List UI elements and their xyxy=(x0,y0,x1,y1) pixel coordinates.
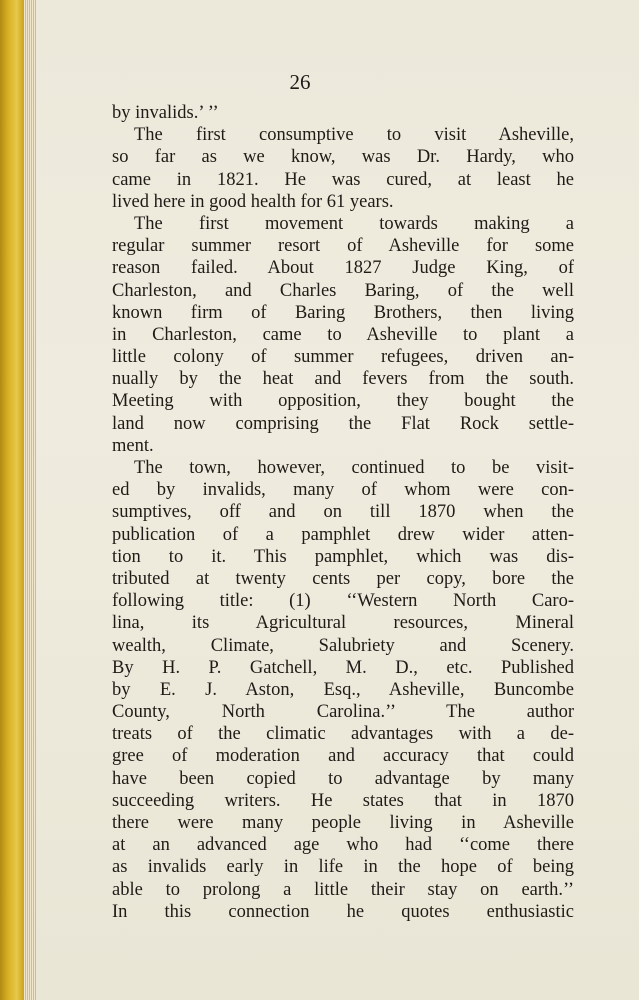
text-line: sumptives, off and on till 1870 when the xyxy=(112,502,574,523)
text-line: lina, its Agricultural resources, Mineral xyxy=(112,613,574,634)
text-line: tion to it. This pamphlet, which was dis- xyxy=(112,546,574,567)
text-line: The first movement towards making a xyxy=(134,213,574,234)
text-line: The town, however, continued to be visit- xyxy=(134,458,574,478)
text-line: The first consumptive to visit Asheville, xyxy=(134,125,574,146)
text-line: as invalids early in life in the hope of being xyxy=(112,857,574,878)
text-line: By H. P. Gatchell, M. D., etc. Published xyxy=(112,657,574,678)
text-line: known firm of Baring Brothers, then living xyxy=(112,302,574,323)
text-line: reason failed. About 1827 Judge King, of xyxy=(112,258,574,279)
text-line: gree of moderation and accuracy that could xyxy=(112,746,574,767)
text-line: in Charleston, came to Asheville to plant a xyxy=(112,324,574,345)
text-line: able to prolong a little their stay on earth.’’ xyxy=(112,879,574,900)
body-text xyxy=(112,102,574,923)
text-line: County, North Carolina.’’ The author xyxy=(112,702,574,723)
text-line: ed by invalids, many of whom were con- xyxy=(112,480,574,501)
text-line: publication of a pamphlet drew wider atten- xyxy=(112,524,574,545)
text-line: In this connection he quotes enthusiastic xyxy=(112,901,574,922)
text-line: so far as we know, was Dr. Hardy, who xyxy=(112,147,574,168)
stacked-page-edges xyxy=(24,0,36,1000)
book-fore-edge xyxy=(0,0,24,1000)
text-line: by E. J. Aston, Esq., Asheville, Buncombe xyxy=(112,679,574,700)
text-line: treats of the climatic advantages with a de- xyxy=(112,724,574,745)
text-line: following title: (1) ‘‘Western North Caro- xyxy=(112,591,574,612)
text-line: at an advanced age who had ‘‘come there xyxy=(112,835,574,856)
text-line: came in 1821. He was cured, at least he xyxy=(112,169,574,190)
text-line: by invalids.’ ’’ xyxy=(112,103,219,123)
text-line: there were many people living in Asheville xyxy=(112,813,574,833)
text-line: nually by the heat and fevers from the south. xyxy=(112,369,574,390)
text-line: wealth, Climate, Salubriety and Scenery. xyxy=(112,635,574,656)
text-line: lived here in good health for 61 years. xyxy=(112,191,394,212)
text-line: little colony of summer refugees, driven an- xyxy=(112,347,574,368)
page-number: 26 xyxy=(289,70,311,94)
text-line: have been copied to advantage by many xyxy=(112,768,574,789)
text-line: tributed at twenty cents per copy, bore the xyxy=(112,568,574,589)
text-line: Meeting with opposition, they bought the xyxy=(112,391,574,412)
text-line: Charleston, and Charles Baring, of the well xyxy=(112,280,574,301)
text-line: succeeding writers. He states that in 1870 xyxy=(112,790,574,811)
text-line: ment. xyxy=(112,435,154,456)
text-line: regular summer resort of Asheville for some xyxy=(112,236,574,257)
text-line: land now comprising the Flat Rock settle- xyxy=(112,413,574,434)
